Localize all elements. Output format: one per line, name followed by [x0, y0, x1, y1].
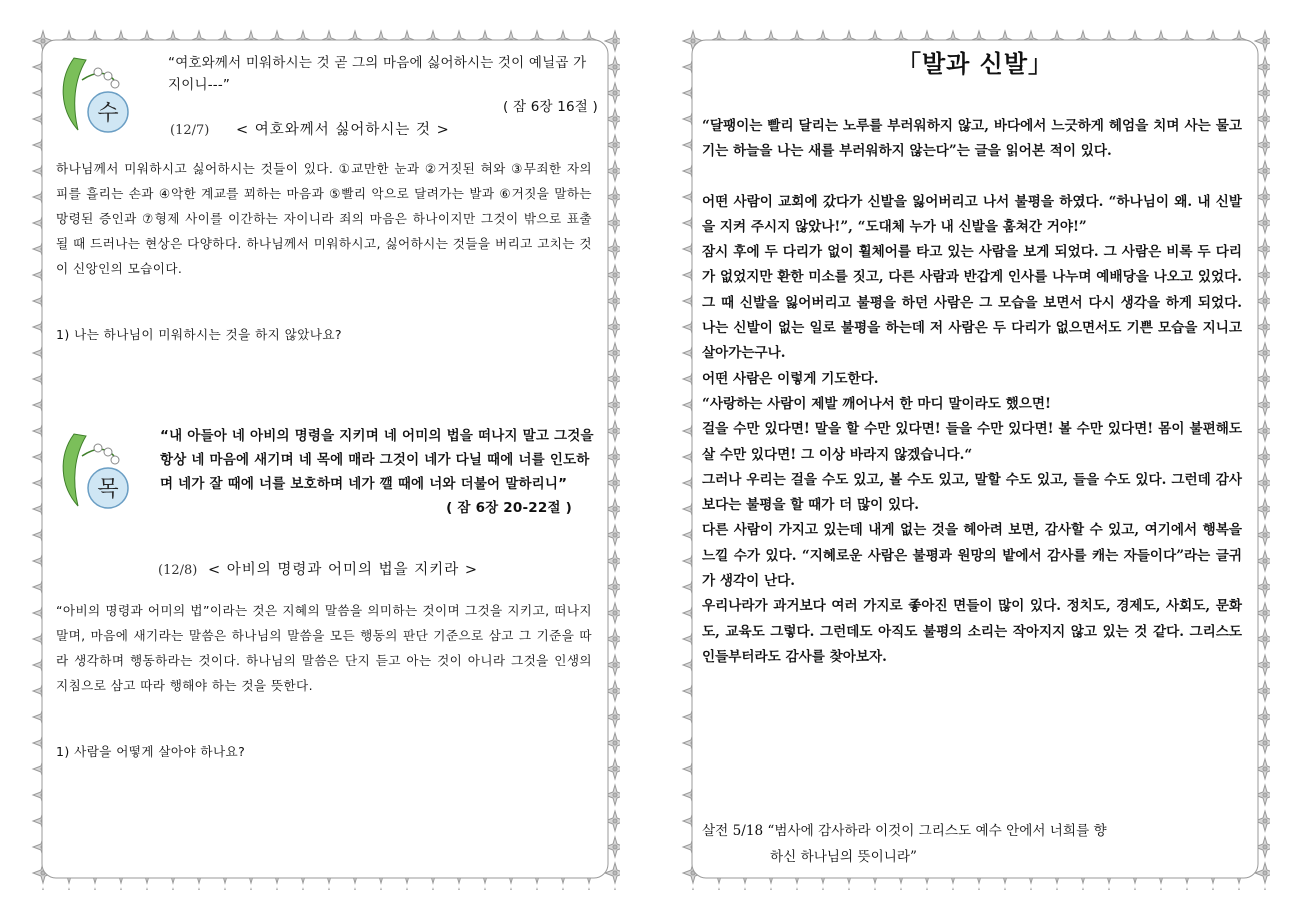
essay-title: 「발과 신발」: [896, 49, 1054, 78]
essay-paragraph: 걸을 수만 있다면! 말을 할 수만 있다면! 들을 수만 있다면! 볼 수만 있다면! 몸이 불편해도 살 수만 있다면! 그 이상 바라지 않겠습니다.“: [702, 421, 1242, 463]
devotion-body: “아비의 명령과 어미의 법”이라는 것은 지혜의 말씀을 의미하는 것이며 그것을 지키고, 떠나지 말며, 마음에 새기라는 말씀은 하나님의 말씀을 모든 행동의 판단 기준으로 삼고 그 기준을 따라 생각하며 행동하라는 것이다. 하나님의 말씀은 단지 듣고 아는 것이 아니라 그것을 인생의 지침으로 삼고 따라 행해야 하는 것을 뜻한다.: [56, 603, 592, 693]
essay-paragraph: 잠시 후에 두 다리가 없이 휠체어를 타고 있는 사람을 보게 되었다. 그 사람은 비록 두 다리가 없었지만 환한 미소를 짓고, 다른 사람과 반갑게 인사를 나누며 예배당을 나오고 있었다. 그 때 신발을 잃어버리고 불평을 하던 사람은 그 모습을 보면서 다시 생각을 하게 되었다. 나는 신발이 없는 일로 불평을 하는데 저 사람은 두 다리가 없으면서도 기쁜 모습을 지니고 살아가는구나.: [702, 244, 1242, 362]
devotion-title: < 아비의 명령과 어미의 법을 지키라 >: [207, 562, 479, 578]
verse-block: [168, 52, 598, 118]
devotion-heading: [158, 558, 478, 579]
day-label-mok: 목: [97, 477, 119, 502]
footer-line: 살전 5/18 “범사에 감사하라 이것이 그리스도 예수 안에서 너희를 향: [702, 823, 1107, 839]
day-label-su: 수: [97, 101, 119, 126]
verse-reference: ( 잠 6장 16절 ): [503, 99, 598, 115]
essay-paragraph: 다른 사람이 가지고 있는데 내게 없는 것을 헤아려 보면, 감사할 수 있고, 여기에서 행복을 느낄 수가 있다. “지혜로운 사람은 불평과 원망의 밭에서 감사를 캐는 자들이다”라는 글귀가 생각이 난다.: [702, 522, 1242, 590]
essay-paragraph: 그러나 우리는 걸을 수도 있고, 볼 수도 있고, 말할 수도 있고, 들을 수도 있다. 그런데 감사보다는 불평을 할 때가 더 많이 있다.: [702, 471, 1242, 514]
scripture-footer: [702, 818, 1242, 870]
essay-paragraph: “달팽이는 빨리 달리는 노루를 부러워하지 않고, 바다에서 느긋하게 헤엄을 치며 사는 물고기는 하늘을 나는 새를 부러워하지 않는다”는 글을 읽어본 적이 있다.: [702, 118, 1242, 160]
essay-body: [702, 114, 1242, 670]
lily-leaf-icon: [52, 426, 132, 516]
devotion-date: (12/8): [158, 563, 198, 578]
essay-paragraph: 어떤 사람은 이렇게 기도한다.: [702, 370, 879, 387]
essay-paragraph: 우리나라가 과거보다 여러 가지로 좋아진 면들이 많이 있다. 정치도, 경제도, 사회도, 문화도, 교육도 그렇다. 그런데도 아직도 불평의 소리는 작아지지 않고 있는 것 같다. 그리스도인들부터라도 감사를 찾아보자.: [702, 598, 1242, 665]
verse-text: “내 아들아 네 아비의 명령을 지키며 네 어미의 법을 떠나지 말고 그것을 항상 네 마음에 새기며 네 목에 매라 그것이 네가 다닐 때에 너를 인도하며 네가 잘 때에 너를 보호하며 네가 깰 때에 너와 더불어 말하리니”: [160, 428, 594, 492]
paragraph-spacer: [702, 165, 1242, 190]
right-page: [680, 28, 1270, 890]
verse-text: “여호와께서 미워하시는 것 곧 그의 마음에 싫어하시는 것이 예닐곱 가지이니---”: [168, 55, 587, 93]
essay-paragraph: “사랑하는 사람이 제발 깨어나서 한 마디 말이라도 했으면!: [702, 395, 1051, 412]
verse-block: [160, 424, 598, 520]
devotion-body: 하나님께서 미워하시고 싫어하시는 것들이 있다. ①교만한 눈과 ②거짓된 혀와 ③무죄한 자의 피를 흘리는 손과 ④악한 계교를 꾀하는 마음과 ⑤빨리 악으로 달려가는 발과 ⑥거짓을 말하는 망령된 증인과 ⑦형제 사이를 이간하는 자이니라 죄의 마음은 하나이지만 그것이 밖으로 표출될 때 드러나는 현상은 다양하다. 하나님께서 미워하시고, 싫어하시는 것들을 버리고 고치는 것이 신앙인의 모습이다.: [56, 161, 592, 276]
footer-line: 하신 하나님의 뜻이니라”: [770, 849, 917, 865]
devotion-date: (12/7): [170, 123, 210, 138]
left-page: [30, 28, 620, 890]
devotion-title: < 여호와께서 싫어하시는 것 >: [235, 122, 450, 138]
reflection-question: 1) 사람을 어떻게 살아야 하나요?: [56, 744, 246, 759]
lily-leaf-icon: [52, 50, 132, 140]
verse-reference: ( 잠 6장 20-22절 ): [446, 500, 572, 516]
reflection-question: 1) 나는 하나님이 미워하시는 것을 하지 않았나요?: [56, 327, 342, 342]
essay-paragraph: 어떤 사람이 교회에 갔다가 신발을 잃어버리고 나서 불평을 하였다. “하나님이 왜. 내 신발을 지켜 주시지 않았나!”, “도대체 누가 내 신발을 훔쳐간 거야!”: [702, 193, 1242, 235]
devotion-heading: [170, 118, 450, 139]
